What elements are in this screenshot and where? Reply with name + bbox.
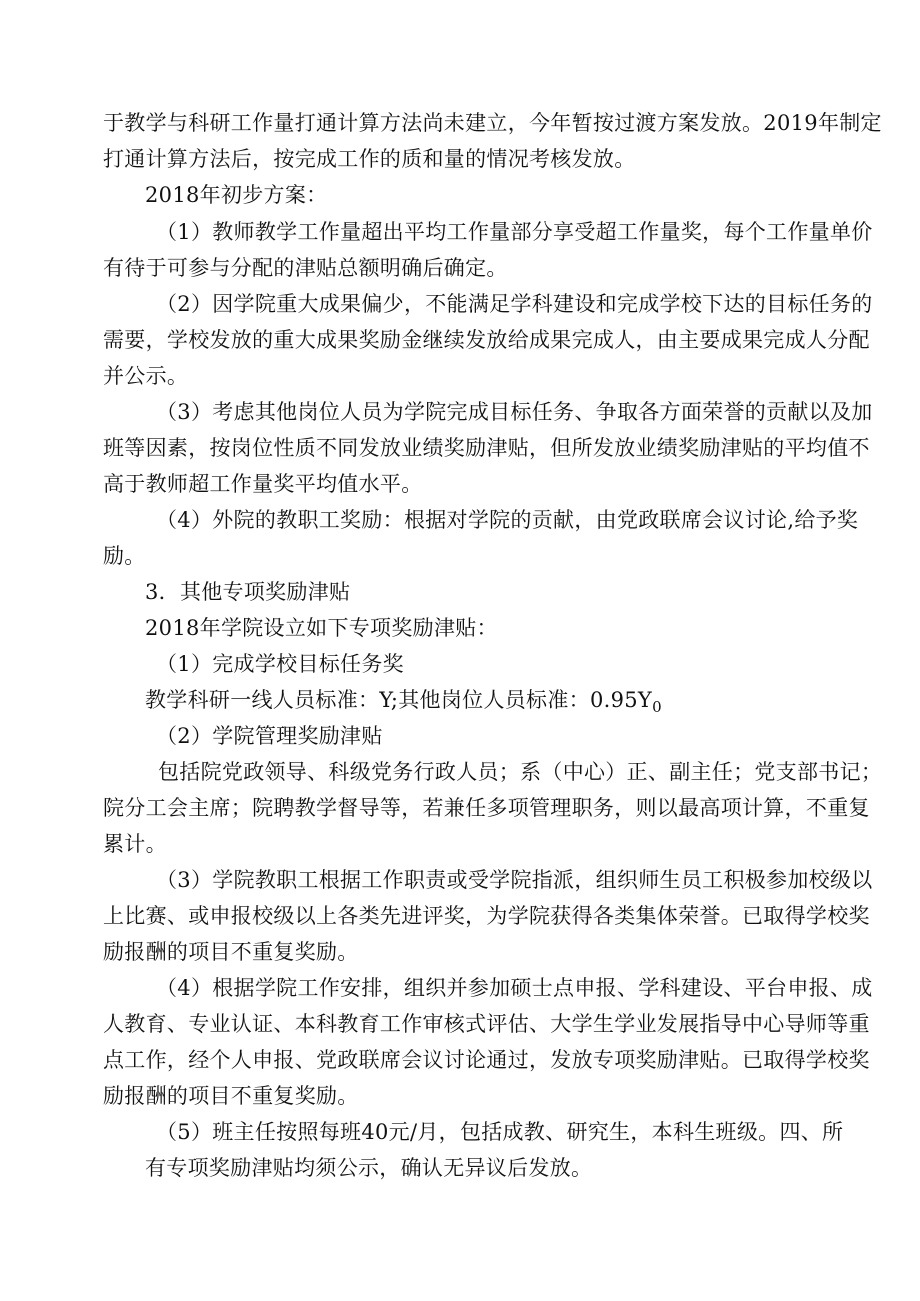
text-line-16: （1）完成学校目标任务奖	[156, 652, 404, 676]
text-line-9: （3）考虑其他岗位人员为学院完成目标任务、争取各方面荣誉的贡献以及加	[156, 400, 873, 424]
text-line-1: 于教学与科研工作量打通计算方法尚未建立，今年暂按过渡方案发放。2019年制定	[103, 111, 882, 135]
text-line-25: （4）根据学院工作安排，组织并参加硕士点申报、学科建设、平台申报、成	[156, 976, 873, 1000]
text-line-8: 并公示。	[103, 364, 189, 388]
text-line-13: 励。	[103, 544, 146, 568]
text-line-23: 上比赛、或申报校级以上各类先进评奖，为学院获得各类集体荣誉。已取得学校奖	[103, 904, 870, 928]
text-line-26: 人教育、专业认证、本科教育工作审核式评估、大学生学业发展指导中心导师等重	[103, 1012, 870, 1036]
text-line-30: 有专项奖励津贴均须公示，确认无异议后发放。	[145, 1156, 593, 1180]
text-line-28: 励报酬的项目不重复奖励。	[103, 1084, 359, 1108]
text-line-17	[145, 685, 662, 717]
text-line-15: 2018年学院设立如下专项奖励津贴：	[145, 616, 498, 640]
subscript-zero: 0	[652, 698, 662, 716]
text-line-5: 有待于可参与分配的津贴总额明确后确定。	[103, 256, 508, 280]
text-line-3: 2018年初步方案：	[145, 183, 328, 207]
text-line-27: 点工作，经个人申报、党政联席会议讨论通过，发放专项奖励津贴。已取得学校奖	[103, 1048, 870, 1072]
section-heading-3: 3．其他专项奖励津贴	[145, 580, 351, 604]
text-line-2: 打通计算方法后，按完成工作的质和量的情况考核发放。	[103, 147, 636, 171]
text-line-6: （2）因学院重大成果偏少，不能满足学科建设和完成学校下达的目标任务的	[156, 292, 873, 316]
text-line-4: （1）教师教学工作量超出平均工作量部分享受超工作量奖，每个工作量单价	[156, 220, 873, 244]
text-line-18: （2）学院管理奖励津贴	[156, 724, 383, 748]
text-line-20: 院分工会主席；院聘教学督导等，若兼任多项管理职务，则以最高项计算，不重复	[103, 796, 870, 820]
text-line-10: 班等因素，按岗位性质不同发放业绩奖励津贴，但所发放业绩奖励津贴的平均值不	[103, 436, 870, 460]
text-line-29: （5）班主任按照每班40元/月，包括成教、研究生，本科生班级。四、所	[156, 1120, 844, 1144]
text-line-19: 包括院党政领导、科级党务行政人员；系（中心）正、副主任；党支部书记；	[158, 760, 883, 784]
text-line-12: （4）外院的教职工奖励：根据对学院的贡献，由党政联席会议讨论,给予奖	[156, 508, 859, 532]
text-line-11: 高于教师超工作量奖平均值水平。	[103, 472, 423, 496]
text-line-24: 励报酬的项目不重复奖励。	[103, 940, 359, 964]
standard-text: 教学科研一线人员标准：Y;其他岗位人员标准：0.95Y	[145, 688, 653, 712]
text-line-21: 累计。	[103, 832, 167, 856]
text-line-7: 需要，学校发放的重大成果奖励金继续发放给成果完成人，由主要成果完成人分配	[103, 328, 870, 352]
text-line-22: （3）学院教职工根据工作职责或受学院指派，组织师生员工积极参加校级以	[156, 868, 873, 892]
